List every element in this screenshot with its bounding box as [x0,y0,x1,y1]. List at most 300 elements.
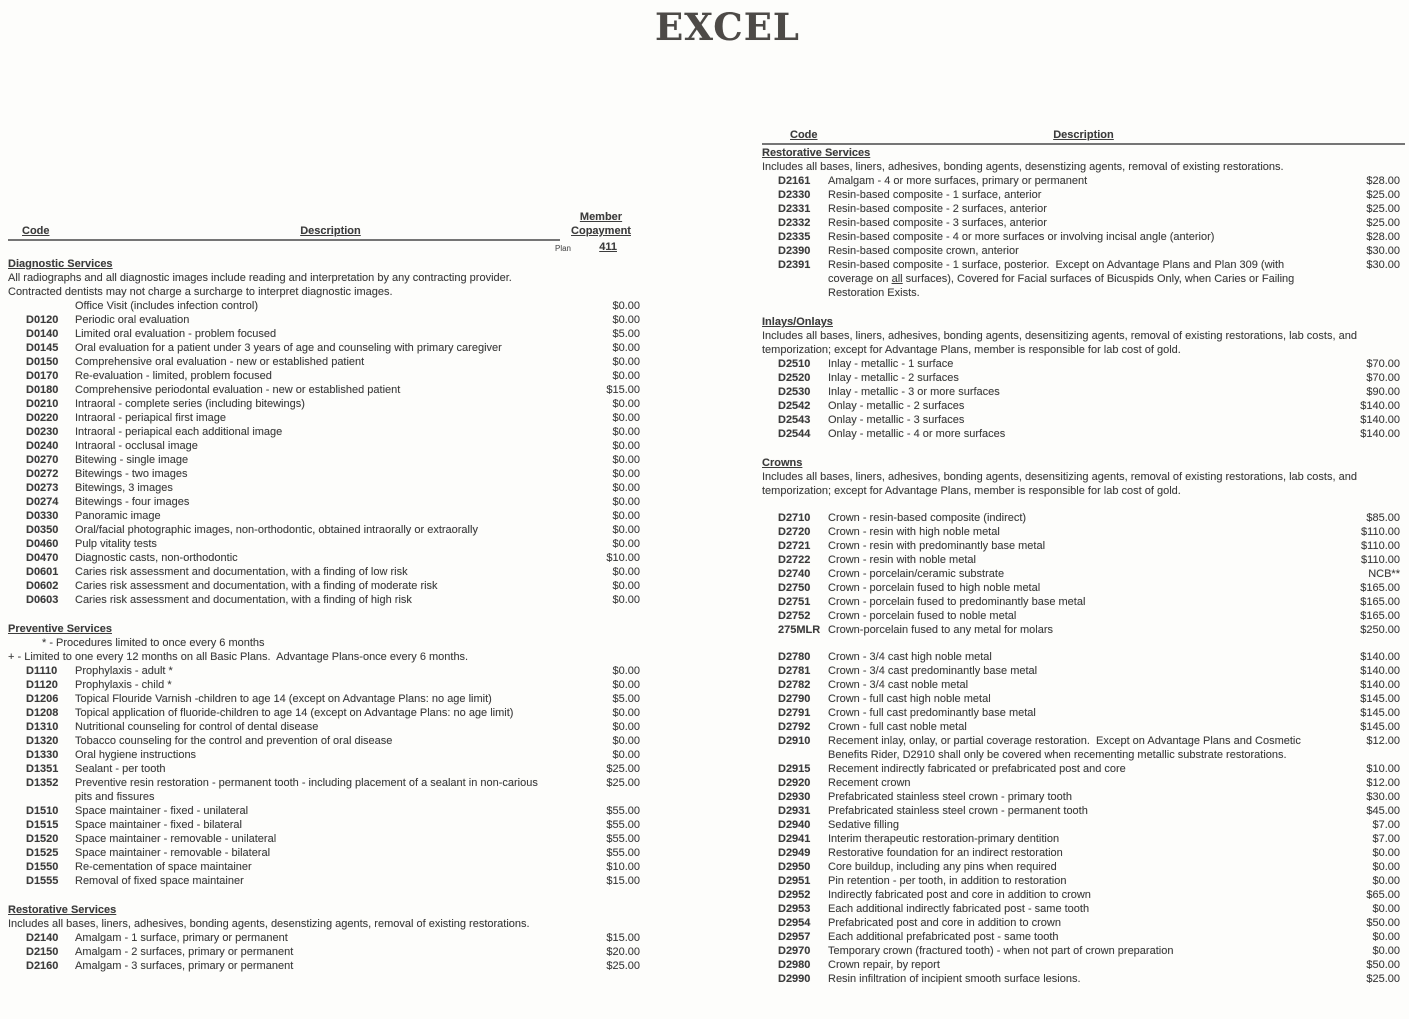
row-code: D2920 [778,777,811,789]
row-description: Pin retention - per tooth, in addition to restoration [828,875,1067,887]
row-description: Limited oral evaluation - problem focused [75,328,277,340]
row-code: D0150 [26,356,59,368]
row-amount: $55.00 [606,805,640,817]
section-intro: Includes all bases, liners, adhesives, bonding agents, desenstizing agents, removal of existing restorations. [8,918,530,930]
row-amount: $0.00 [1372,861,1400,873]
row-amount: $0.00 [612,412,640,424]
row-description: Re-cementation of space maintainer [75,861,252,873]
table-row [8,832,653,846]
row-amount: $165.00 [1360,610,1400,622]
group-gap [762,637,1405,650]
row-amount: $0.00 [612,594,640,606]
section-heading: Inlays/Onlays [762,316,833,328]
row-amount: $25.00 [1366,973,1400,985]
row-amount: $0.00 [612,665,640,677]
row-code: D2954 [778,917,811,929]
row-description: Comprehensive periodontal evaluation - new or established patient [75,384,401,396]
section-heading: Preventive Services [8,623,112,635]
table-row [8,720,653,734]
table-row [8,341,653,355]
table-row [8,551,653,565]
row-code: D1206 [26,693,59,705]
table-row [8,565,653,579]
row-description: Nutritional counseling for control of dental disease [75,721,319,733]
row-amount: $55.00 [606,833,640,845]
row-description: Crown-porcelain fused to any metal for molars [828,624,1053,636]
section-note: * - Procedures limited to once every 6 months [42,637,265,649]
row-code: D0120 [26,314,59,326]
row-amount: $25.00 [606,960,640,972]
row-amount: $7.00 [1372,819,1400,831]
section [8,903,653,973]
row-code: D0140 [26,328,59,340]
row-description: Space maintainer - removable - unilateral [75,833,277,845]
section-intro: Includes all bases, liners, adhesives, bonding agents, desenstizing agents, removal of existing restorations. [762,161,1284,173]
table-row [8,664,653,678]
row-description: Crown - porcelain/ceramic substrate [828,568,1005,580]
row-amount: $45.00 [1366,805,1400,817]
table-row [762,511,1405,525]
row-amount: $0.00 [1372,945,1400,957]
row-amount: $5.00 [612,693,640,705]
row-code: D2390 [778,245,811,257]
row-description: Temporary crown (fractured tooth) - when not part of crown preparation [828,945,1174,957]
row-code: D2780 [778,651,811,663]
row-description: Preventive resin restoration - permanent tooth - including placement of a sealant in non-carious pits and fissures [75,777,541,803]
row-description: Sedative filling [828,819,899,831]
row-description: Crown - resin-based composite (indirect) [828,512,1027,524]
table-row [762,790,1405,804]
table-row [8,495,653,509]
table-row [8,467,653,481]
row-code: D1352 [26,777,59,789]
row-code: D1525 [26,847,59,859]
row-code: D2721 [778,540,811,552]
row-code: D2335 [778,231,811,243]
row-code: D0210 [26,398,59,410]
row-code: D2980 [778,959,811,971]
row-description: Crown - resin with predominantly base metal [828,540,1046,552]
row-amount: $30.00 [1366,245,1400,257]
row-amount: $0.00 [1372,903,1400,915]
row-description: Bitewing - single image [75,454,189,466]
table-row [8,692,653,706]
row-description: Periodic oral evaluation [75,314,190,326]
table-row [8,593,653,607]
table-row [762,623,1405,637]
right-column [762,128,1405,986]
row-description: Interim therapeutic restoration-primary dentition [828,833,1060,845]
row-code: D1550 [26,861,59,873]
row-code: D0240 [26,440,59,452]
row-amount: $90.00 [1366,386,1400,398]
member-header: Member [579,211,623,223]
table-row [8,369,653,383]
table-row [762,595,1405,609]
row-amount: $85.00 [1366,512,1400,524]
row-description: Amalgam - 1 surface, primary or permanent [75,932,288,944]
row-amount: $0.00 [612,538,640,550]
row-description: Diagnostic casts, non-orthodontic [75,552,238,564]
row-code: D1310 [26,721,59,733]
row-description: Crown repair, by report [828,959,940,971]
row-description: Crown - resin with noble metal [828,554,976,566]
row-code: D2951 [778,875,811,887]
row-code: D0602 [26,580,59,592]
section [762,146,1405,300]
row-description: Space maintainer - fixed - unilateral [75,805,249,817]
row-code: D2160 [26,960,59,972]
row-description: Office Visit (includes infection control) [75,300,259,312]
row-code: D1351 [26,763,59,775]
row-amount: $0.00 [612,566,640,578]
table-row [8,846,653,860]
row-amount: $0.00 [612,426,640,438]
row-code: D0180 [26,384,59,396]
table-row [762,818,1405,832]
row-description: Crown - 3/4 cast noble metal [828,679,969,691]
table-row [8,874,653,888]
row-code: D2161 [778,175,811,187]
table-row [762,525,1405,539]
row-code: D0460 [26,538,59,550]
row-code: D0601 [26,566,59,578]
row-description: Crown - porcelain fused to high noble metal [828,582,1041,594]
table-row [8,818,653,832]
row-code: D2330 [778,189,811,201]
row-amount: NCB** [1368,568,1400,580]
table-row [762,734,1405,762]
section-heading: Restorative Services [8,904,117,916]
row-description: Crown - 3/4 cast predominantly base metal [828,665,1038,677]
row-description: Recement inlay, onlay, or partial coverage restoration. Except on Advantage Plans and Cosmetic Benefits Rider, D2910 shall only be covered when recementing metallic substrate restorations. [828,735,1304,761]
row-code: D2910 [778,735,811,747]
row-description: Onlay - metallic - 2 surfaces [828,400,965,412]
table-row [762,874,1405,888]
row-code: D2140 [26,932,59,944]
table-row [762,930,1405,944]
row-description: Panoramic image [75,510,161,522]
row-amount: $5.00 [612,328,640,340]
row-amount: $0.00 [612,721,640,733]
section-intro: Includes all bases, liners, adhesives, bonding agents, desensitizing agents, removal of existing restorations, lab costs, and temporization; except for Advantage Plans, member is responsible for lab cost of gold. [762,330,1361,356]
row-description: Inlay - metallic - 1 surface [828,358,954,370]
table-row [762,916,1405,930]
row-amount: $145.00 [1360,707,1400,719]
row-description: Recement indirectly fabricated or prefabricated post and core [828,763,1126,775]
row-description: Caries risk assessment and documentation, with a finding of low risk [75,566,408,578]
table-row [762,244,1405,258]
section-intro: All radiographs and all diagnostic images include reading and interpretation by any contracting provider. [8,272,512,284]
row-amount: $0.00 [612,398,640,410]
table-row [762,776,1405,790]
table-row [8,678,653,692]
table-row [8,523,653,537]
row-amount: $0.00 [612,468,640,480]
table-row [8,411,653,425]
row-code: D1110 [26,665,58,677]
row-description: Resin infiltration of incipient smooth surface lesions. [828,973,1081,985]
table-row [762,692,1405,706]
row-description: Recement crown [828,777,911,789]
row-code: D2543 [778,414,811,426]
row-amount: $140.00 [1360,428,1400,440]
row-description: Crown - full cast noble metal [828,721,967,733]
row-amount: $12.00 [1366,777,1400,789]
row-description: Space maintainer - removable - bilateral [75,847,271,859]
row-code: D2940 [778,819,811,831]
table-row [8,299,653,313]
table-row [8,945,653,959]
row-amount: $30.00 [1366,259,1400,271]
plan-label: Plan [554,244,571,253]
table-row [8,537,653,551]
row-amount: $28.00 [1366,175,1400,187]
section-heading: Diagnostic Services [8,258,113,270]
row-description: Amalgam - 3 surfaces, primary or permanent [75,960,294,972]
table-row [8,762,653,776]
row-code: D1330 [26,749,59,761]
row-code: D2941 [778,833,811,845]
table-row [762,357,1405,371]
row-code: D2970 [778,945,811,957]
row-code: D0274 [26,496,59,508]
row-amount: $145.00 [1360,693,1400,705]
section [762,456,1405,986]
row-description: Indirectly fabricated post and core in addition to crown [828,889,1091,901]
row-code: D2520 [778,372,811,384]
row-amount: $25.00 [606,777,640,789]
row-amount: $0.00 [612,342,640,354]
row-description: Bitewings - two images [75,468,188,480]
row-amount: $0.00 [612,482,640,494]
row-amount: $10.00 [1366,763,1400,775]
row-amount: $15.00 [606,384,640,396]
row-description: Oral hygiene instructions [75,749,197,761]
row-description: Intraoral - occlusal image [75,440,198,452]
table-row [762,174,1405,188]
row-description: Crown - 3/4 cast high noble metal [828,651,992,663]
row-code: D2740 [778,568,811,580]
row-amount: $70.00 [1366,372,1400,384]
row-amount: $140.00 [1360,679,1400,691]
table-row [762,902,1405,916]
table-row [762,678,1405,692]
row-description: Crown - porcelain fused to noble metal [828,610,1017,622]
row-code: D2331 [778,203,811,215]
row-code: D0272 [26,468,59,480]
table-row [762,609,1405,623]
table-row [8,453,653,467]
row-code: D2957 [778,931,811,943]
row-code: D2750 [778,582,811,594]
row-amount: $0.00 [612,679,640,691]
row-code: D0230 [26,426,59,438]
row-amount: $25.00 [1366,217,1400,229]
row-code: D2990 [778,973,811,985]
row-amount: $0.00 [612,314,640,326]
section-note: + - Limited to one every 12 months on all Basic Plans. Advantage Plans-once every 6 months. [8,651,469,663]
row-description: Prefabricated post and core in addition to crown [828,917,1061,929]
row-code: D0273 [26,482,59,494]
row-amount: $110.00 [1361,526,1400,538]
section [8,257,653,607]
table-row [762,413,1405,427]
row-description: Removal of fixed space maintainer [75,875,244,887]
row-amount: $28.00 [1366,231,1400,243]
table-row [8,931,653,945]
row-amount: $140.00 [1360,651,1400,663]
table-row [8,439,653,453]
row-code: D0603 [26,594,59,606]
code-header: Code [790,129,818,141]
table-row [762,762,1405,776]
table-row [8,804,653,818]
row-code: D0145 [26,342,59,354]
table-row [8,579,653,593]
row-amount: $0.00 [612,707,640,719]
plan-number: 411 [599,241,617,253]
row-amount: $0.00 [612,300,640,312]
row-amount: $165.00 [1360,596,1400,608]
row-amount: $145.00 [1360,721,1400,733]
row-amount: $15.00 [606,875,640,887]
row-code: D0220 [26,412,59,424]
row-code: D2720 [778,526,811,538]
row-amount: $50.00 [1366,917,1400,929]
section-heading: Restorative Services [762,147,871,159]
row-description: Oral evaluation for a patient under 3 years of age and counseling with primary caregiver [75,342,502,354]
row-code: D2752 [778,610,811,622]
row-code: D2710 [778,512,811,524]
left-column-body [8,257,653,973]
table-row [8,397,653,411]
row-amount: $20.00 [606,946,640,958]
row-description: Intraoral - complete series (including bitewings) [75,398,305,410]
section-intro: Includes all bases, liners, adhesives, bonding agents, desensitizing agents, removal of existing restorations, lab costs, and temporization; except for Advantage Plans, member is responsible for lab cost of gold. [762,471,1361,497]
table-row [762,888,1405,902]
table-row [762,860,1405,874]
row-amount: $15.00 [606,932,640,944]
table-row [8,509,653,523]
table-row [762,399,1405,413]
row-amount: $110.00 [1361,540,1400,552]
table-row [8,860,653,874]
row-description: Resin-based composite - 3 surfaces, anterior [828,217,1047,229]
table-row [762,972,1405,986]
table-row [8,959,653,973]
row-amount: $0.00 [1372,931,1400,943]
description-header: Description [300,225,361,237]
row-code: D2722 [778,554,811,566]
table-row [762,553,1405,567]
row-amount: $30.00 [1366,791,1400,803]
table-row [762,258,1405,300]
table-row [8,706,653,720]
table-row [762,720,1405,734]
row-description: Pulp vitality tests [75,538,157,550]
row-description: Bitewings, 3 images [75,482,173,494]
row-amount: $140.00 [1360,414,1400,426]
row-description: Prophylaxis - adult * [75,665,173,677]
row-amount: $55.00 [606,847,640,859]
row-amount: $0.00 [1372,847,1400,859]
row-description: Re-evaluation - limited, problem focused [75,370,272,382]
row-description: Tobacco counseling for the control and prevention of oral disease [75,735,393,747]
row-description: Resin-based composite crown, anterior [828,245,1019,257]
table-row [762,202,1405,216]
row-description: Inlay - metallic - 3 or more surfaces [828,386,1000,398]
row-amount: $10.00 [606,552,640,564]
row-description: Oral/facial photographic images, non-orthodontic, obtained intraorally or extraorally [75,524,478,536]
row-code: D2332 [778,217,811,229]
row-amount: $0.00 [612,510,640,522]
row-amount: $0.00 [612,454,640,466]
table-row [762,539,1405,553]
table-row [8,748,653,762]
table-row [8,734,653,748]
row-description: Inlay - metallic - 2 surfaces [828,372,959,384]
table-row [762,706,1405,720]
row-amount: $65.00 [1366,889,1400,901]
row-description: Each additional prefabricated post - same tooth [828,931,1059,943]
table-row [762,567,1405,581]
row-code: D1510 [26,805,59,817]
row-amount: $25.00 [606,763,640,775]
row-amount: $0.00 [612,370,640,382]
row-amount: $250.00 [1360,624,1400,636]
row-description: Restorative foundation for an indirect restoration [828,847,1063,859]
table-row [762,216,1405,230]
table-row [762,188,1405,202]
table-row [762,846,1405,860]
row-code: D2530 [778,386,811,398]
row-amount: $12.00 [1366,735,1400,747]
table-row [762,804,1405,818]
row-amount: $0.00 [612,356,640,368]
row-description: Core buildup, including any pins when required [828,861,1057,873]
row-description: Topical application of fluoride-children to age 14 (except on Advantage Plans: no age limit) [75,707,514,719]
row-description: Intraoral - periapical first image [75,412,227,424]
table-row [762,385,1405,399]
section [762,315,1405,441]
row-code: D2751 [778,596,811,608]
row-code: D2391 [778,259,811,271]
row-code: D0350 [26,524,59,536]
section [8,622,653,888]
row-amount: $10.00 [606,861,640,873]
row-code: D0470 [26,552,59,564]
description-header: Description [1053,129,1114,141]
row-code: D2150 [26,946,59,958]
table-row [762,958,1405,972]
row-code: D2544 [778,428,811,440]
row-code: D2791 [778,707,811,719]
row-description: Comprehensive oral evaluation - new or established patient [75,356,365,368]
row-code: D2931 [778,805,811,817]
row-code: 275MLR [778,624,821,636]
row-code: D2952 [778,889,811,901]
row-description: Space maintainer - fixed - bilateral [75,819,242,831]
row-code: D2953 [778,903,811,915]
right-column-body [762,146,1405,986]
row-amount: $25.00 [1366,203,1400,215]
table-row [762,427,1405,441]
row-code: D1555 [26,875,59,887]
table-row [762,371,1405,385]
table-row [762,230,1405,244]
table-row [8,776,653,804]
